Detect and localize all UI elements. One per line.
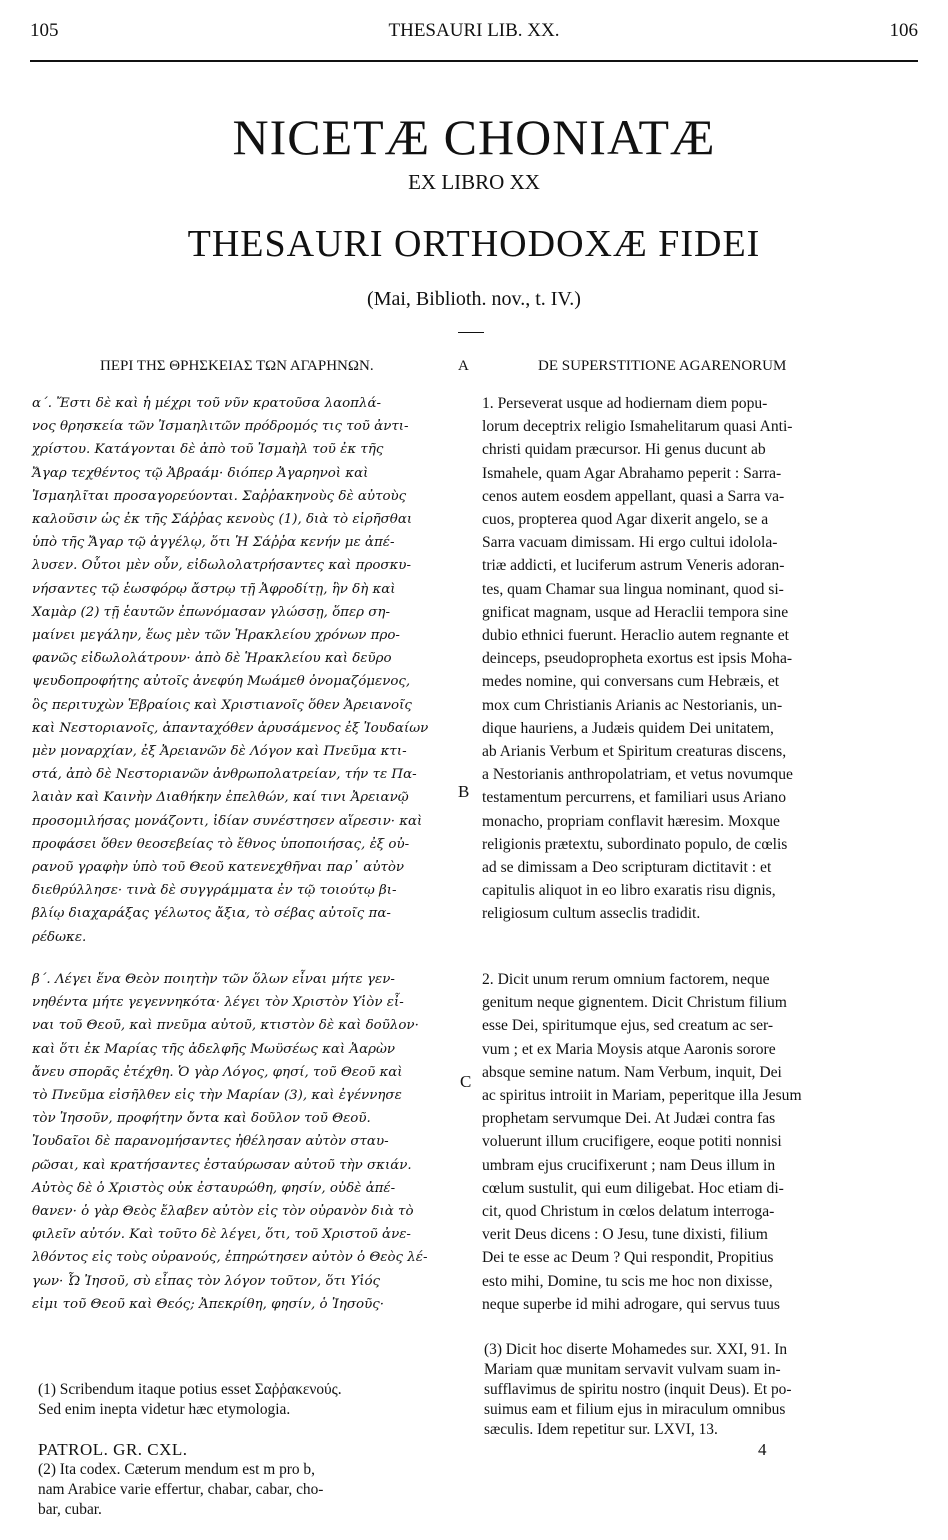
latin-paragraph-2: 2. Dicit unum rerum omnium factorem, neque genitum neque gignentem. Dicit Christum filium esse Dei, spiritumque ejus, sed creatum ac ser- vum ; et ex Maria Moysis atque Aaronis sorore absque semine natum. Nam Verbum, inquit, Dei ac spiritus introiit in Mariam, peperitque illa Jesum prophetam servumque Dei. At Judæi contra fas voluerunt illum crucifigere, eoque potiti nonnisi umbram ejus crucifixerunt ; nam Deus illum in cœlum sustulit, qui eum diligebat. Hoc etiam di- cit, quod Christum in cœlos delatum interroga- verit Deus dicens : O Jesu, tune dixisti, filium Dei te esse ac Deum ? Qui respondit, Propitius esto mihi, Domine, tu scis me hoc non dixisse, neque superbe id mihi adrogare, qui servus tuus — [482, 971, 802, 1313]
latin-paragraph-1: 1. Perseverat usque ad hodiernam diem popu- lorum deceptrix religio Ismahelitarum quasi Anti- christi quidam præcursor. Hi genus ducunt ab Ismahele, quam Agar Abrahamo peperit : Sarra- cenos autem eosdem appellant, quasi a Sarra va- cuos, propterea quod Agar dixerit angelo, se a Sarra vacuam dimissam. Hi ergo cultui idolola- triæ addicti, et luciferum astrum Veneris adoran- tes, quam Chamar sua lingua nominant, quod si- gnificat magnam, usque ad Heraclii tempora sine dubio ethnici fuerunt. Heraclio autem regnante et deinceps, pseudopropheta exortus est ipsis Moha- medes nomine, qui conversans cum Hebræis, et mox cum Christianis Arianis ac Nestorianis, un- dique hauriens, a Judæis quidem Dei unitatem, ab Arianis Verbum et Spiritum creaturas discens, a Nestorianis anthropolatriam, et vetus novumque testamentum percurrens, et familiari usus Ariano monacho, propriam conflavit hæresim. Moxque religionis prætextu, subordinato populo, de cœlis ad se dimissam a Deo scripturam dictitavit : et capitulis aliquot in eo libro exaratis risu dignis, religiosum cultum asseclis tradidit. — [482, 395, 793, 923]
margin-letter-b: B — [458, 782, 470, 801]
footnote-3: (3) Dicit hoc diserte Mohamedes sur. XXI, 91. In Mariam quæ munitam servavit vulvam suam in- sufflavimus de spiritu nostro (inquit Deus). Et po- suimus eam et filium ejus in miraculum omnibus sæculis. Idem repetitur sur. LXVI, 13. — [484, 1341, 792, 1438]
header-rule — [30, 60, 918, 62]
title-book: EX LIBRO XX — [408, 170, 540, 194]
title-rule — [458, 332, 484, 333]
footnote-1: (1) Scribendum itaque potius esset Σαῤῥακενούς. Sed enim inepta videtur hæc etymologia. — [38, 1381, 342, 1418]
running-header — [30, 20, 918, 50]
page-number-left: 105 — [30, 20, 59, 41]
latin-column-heading: DE SUPERSTITIONE AGARENORUM — [538, 358, 787, 374]
title-source: (Mai, Biblioth. nov., t. IV.) — [367, 288, 581, 310]
running-title: THESAURI LIB. XX. — [388, 20, 560, 41]
title-work: THESAURI ORTHODOXÆ FIDEI — [187, 223, 761, 265]
greek-column-heading: ΠΕΡΙ ΤΗΣ ΘΡΗΣΚΕΙΑΣ ΤΩΝ ΑΓΑΡΗΝΩΝ. — [100, 358, 374, 374]
greek-paragraph-2: β΄. Λέγει ἕνα Θεὸν ποιητὴν τῶν ὅλων εἶναι μήτε γεν- νηθέντα μήτε γεγεννηκότα· λέγει τὸν Χριστὸν Υἱὸν εἶ- ναι τοῦ Θεοῦ, καὶ πνεῦμα αὐτοῦ, κτιστὸν δὲ καὶ δοῦλον· καὶ ὅτι ἐκ Μαρίας τῆς ἀδελφῆς Μωϋσέως καὶ Ἀαρὼν ἄνευ σπορᾶς ἐτέχθη. Ὁ γὰρ Λόγος, φησί, τοῦ Θεοῦ καὶ τὸ Πνεῦμα εἰσῆλθεν εἰς τὴν Μαρίαν (3), καὶ ἐγέννησε τὸν Ἰησοῦν, προφήτην ὄντα καὶ δοῦλον τοῦ Θεοῦ. Ἰουδαῖοι δὲ παρανομήσαντες ἠθέλησαν αὐτὸν σταυ- ρῶσαι, καὶ κρατήσαντες ἐσταύρωσαν αὐτοῦ τὴν σκιάν. Αὐτὸς δὲ ὁ Χριστὸς οὐκ ἐσταυρώθη, φησίν, οὐδὲ ἀπέ- θανεν· ὁ γὰρ Θεὸς ἔλαβεν αὐτὸν εἰς τὸν οὐρανὸν διὰ τὸ φιλεῖν αὐτόν. Καὶ τοῦτο δὲ λέγει, ὅτι, τοῦ Χριστοῦ ἀνε- λθόντος εἰς τοὺς οὐρανούς, ἐπηρώτησεν αὐτὸν ὁ Θεὸς λέ- γων· Ὦ Ἰησοῦ, σὺ εἶπας τὸν λόγον τοῦτον, ὅτι Υἱός εἰμι τοῦ Θεοῦ καὶ Θεός; Ἀπεκρίθη, φησίν, ὁ Ἰησοῦς· — [32, 972, 428, 1312]
title-author: NICETÆ CHONIATÆ — [232, 109, 716, 165]
page-number-right: 106 — [889, 20, 918, 41]
margin-letter-a: A — [458, 358, 469, 374]
greek-paragraph-1: α΄. Ἔστι δὲ καὶ ἡ μέχρι τοῦ νῦν κρατοῦσα λαοπλά- νος θρησκεία τῶν Ἰσμαηλιτῶν πρόδρομός τις τοῦ ἀντι- χρίστου. Κατάγονται δὲ ἀπὸ τοῦ Ἰσμαὴλ τοῦ ἐκ τῆς Ἄγαρ τεχθέντος τῷ Ἀβραάμ· διόπερ Ἀγαρηνοὶ καὶ Ἰσμαηλῖται προσαγορεύονται. Σαῤῥακηνοὺς δὲ αὐτοὺς καλοῦσιν ὡς ἐκ τῆς Σάῤῥας κενοὺς (1), διὰ τὸ εἰρῆσθαι ὑπὸ τῆς Ἄγαρ τῷ ἀγγέλῳ, ὅτι Ἡ Σάῤῥα κενήν με ἀπέ- λυσεν. Οὗτοι μὲν οὖν, εἰδωλολατρήσαντες καὶ προσκυ- νήσαντες τῷ ἑωσφόρῳ ἄστρῳ τῇ Ἀφροδίτῃ, ἣν δὴ καὶ Χαμὰρ (2) τῇ ἑαυτῶν ἐπωνόμασαν γλώσσῃ, ὅπερ ση- μαίνει μεγάλην, ἕως μὲν τῶν Ἡρακλείου χρόνων προ- φανῶς εἰδωλολάτρουν· ἀπὸ δὲ Ἡρακλείου καὶ δεῦρο ψευδοπροφήτης αὐτοῖς ἀνεφύη Μωάμεθ ὀνομαζόμενος, ὃς περιτυχὼν Ἑβραίοις καὶ Χριστιανοῖς ὅθεν Ἀρειανοῖς καὶ Νεστοριανοῖς, ἁπανταχόθεν ἀρυσάμενος ἐξ Ἰουδαίων μὲν μοναρχίαν, ἐξ Ἀρειανῶν δὲ Λόγον καὶ Πνεῦμα κτι- στά, ἀπὸ δὲ Νεστοριανῶν ἀνθρωπολατρείαν, τήν τε Πα- λαιὰν καὶ Καινὴν Διαθήκην ἐπελθών, καί τινι Ἀρειανῷ προσομιλήσας μονάζοντι, ἰδίαν συνέστησεν αἵρεσιν· καὶ προφάσει ὅθεν θεοσεβείας τὸ ἔθνος ὑποποιήσας, ἐξ οὐ- ρανοῦ γραφὴν ὑπὸ τοῦ Θεοῦ κατενεχθῆναι παρ᾽ αὐτὸν διεθρύλλησε· τινὰ δὲ συγγράμματα ἐν τῷ τοιούτῳ βι- βλίῳ διαχαράξας γέλωτος ἄξια, τὸ σέβας αὐτοῖς πα- ρέδωκε. — [32, 396, 429, 945]
footer-signature: 4 — [758, 1440, 767, 1459]
footer-patrol: PATROL. GR. CXL. — [38, 1440, 188, 1459]
footnote-2: (2) Ita codex. Cæterum mendum est m pro b, nam Arabice varie effertur, chabar, cabar, cho- bar, cubar. — [38, 1461, 324, 1518]
margin-letter-c: C — [460, 1072, 472, 1091]
